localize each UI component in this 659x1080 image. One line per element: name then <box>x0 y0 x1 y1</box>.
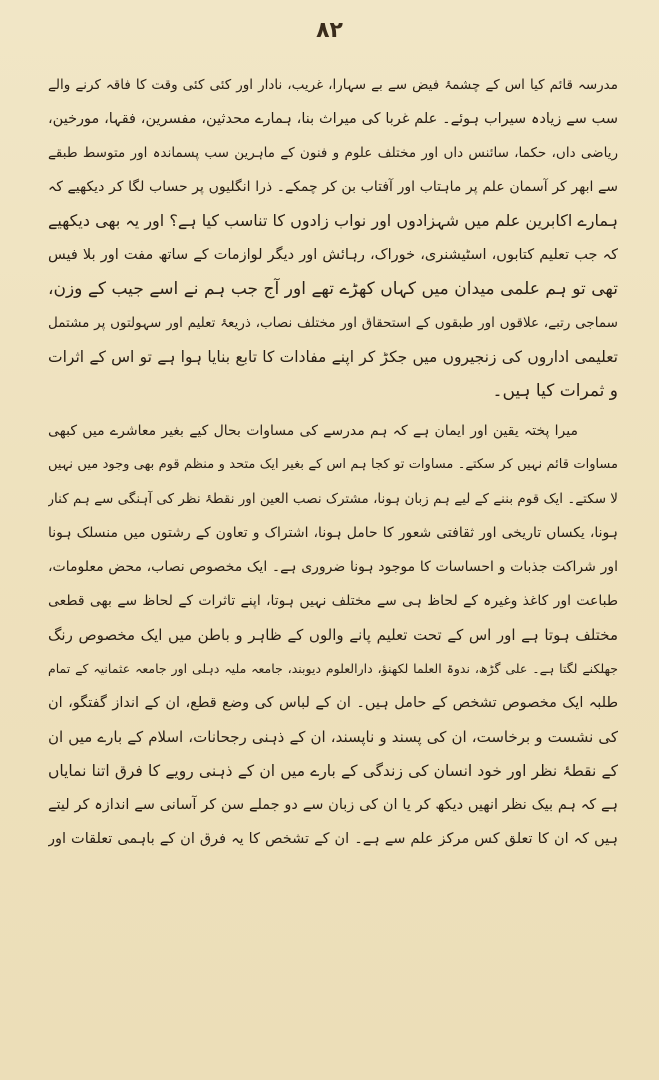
text-line: ہیں کہ ان کا تعلق کس مرکز علم سے ہے۔ ان کے تشخص کا یہ فرق ان کے باہمی تعلقات اور <box>48 831 618 847</box>
text-line: تھی تو ہم علمی میدان میں کہاں کھڑے تھے اور آج جب ہم نے اسے جیب کے وزن، <box>48 279 618 299</box>
text-line: اور شراکت جذبات و احساسات کا موجود ہونا ضروری ہے۔ ایک مخصوص نصاب، محض معلومات، <box>48 559 618 575</box>
text-line: مساوات قائم نہیں کر سکتے۔ مساوات تو کجا ہم اس کے بغیر ایک متحد و منظم قوم بھی وجود میں نہیں <box>48 457 618 472</box>
text-line: کے نقطۂ نظر اور خود انسان کی زندگی کے بارے میں ان کے ذہنی رویے کا فرق اتنا نمایاں <box>48 762 618 780</box>
text-line: مختلف ہوتا ہے اور اس کے تحت تعلیم پانے والوں کے ظاہر و باطن میں ایک مخصوص رنگ <box>48 626 618 644</box>
text-line: سماجی رتبے، علاقوں اور طبقوں کے استحقاق اور مختلف نصاب، ذریعۂ تعلیم اور سہولتوں پر مشتمل <box>48 315 618 331</box>
page-number: ۸۲ <box>316 18 343 43</box>
text-line: طباعت اور کاغذ وغیرہ کے لحاظ ہی سے مختلف نہیں ہوتا، اپنے تاثرات کے لحاظ سے بھی قطعی <box>48 593 618 609</box>
text-line: کہ جب تعلیم کتابوں، اسٹیشنری، خوراک، رہائش اور دیگر لوازمات کے ساتھ مفت اور بلا فیس <box>48 247 618 263</box>
text-line: کی نشست و برخاست، ان کی پسند و ناپسند، ان کے ذہنی رجحانات، اسلام کے بارے میں ان <box>48 728 618 746</box>
text-line: مدرسہ قائم کیا اس کے چشمۂ فیض سے بے سہارا، غریب، نادار اور کئی کئی وقت کا فاقہ کرنے والے <box>48 77 618 93</box>
text-line: ہونا، یکساں تاریخی اور ثقافتی شعور کا حامل ہونا، اشتراک و تعاون کے رشتوں میں منسلک ہونا <box>48 525 618 541</box>
text-line: تعلیمی اداروں کی زنجیروں میں جکڑ کر اپنے مفادات کا تابع بنایا ہوا ہے تو اس کے اثرات <box>48 348 618 366</box>
body-text <box>48 68 618 856</box>
text-line: ہے کہ ہم بیک نظر انھیں دیکھ کر یا ان کی زبان سے دو جملے سن کر آسانی سے اندازہ کر لیتے <box>48 797 618 813</box>
text-line: جھلکنے لگتا ہے۔ علی گڑھ، ندوۃ العلما لکھنؤ، دارالعلوم دیوبند، جامعہ ملیہ دہلی اور جامعہ عثمانیہ کے تمام <box>48 661 618 676</box>
text-line: ہمارے اکابرین علم میں شہزادوں اور نواب زادوں کا تناسب کیا ہے؟ اور یہ بھی دیکھیے <box>48 211 618 230</box>
text-line: و ثمرات کیا ہیں۔ <box>492 381 618 401</box>
text-line: ریاضی داں، حکما، سائنس داں اور مختلف علوم و فنون کے ماہرین سب پسماندہ اور متوسط طبقے <box>48 145 618 161</box>
text-line: طلبہ ایک مخصوص تشخص کے حامل ہیں۔ ان کے لباس کی وضع قطع، ان کے انداز گفتگو، ان <box>48 695 618 711</box>
text-line: لا سکتے۔ ایک قوم بننے کے لیے ہم زبان ہونا، مشترک نصب العین اور نقطۂ نظر کی آہنگی سے ہم کنار <box>48 491 618 507</box>
text-line: میرا پختہ یقین اور ایمان ہے کہ ہم مدرسے کی مساوات بحال کیے بغیر معاشرے میں کبھی <box>48 423 578 439</box>
text-line: سب سے زیادہ سیراب ہوئے۔ علم غربا کی میراث بنا، ہمارے محدثین، مفسرین، فقہا، مورخین، <box>48 111 618 127</box>
text-line: سے ابھر کر آسمان علم پر ماہتاب اور آفتاب بن کر چمکے۔ ذرا انگلیوں پر حساب لگا کر دیکھیے کہ <box>48 179 618 195</box>
